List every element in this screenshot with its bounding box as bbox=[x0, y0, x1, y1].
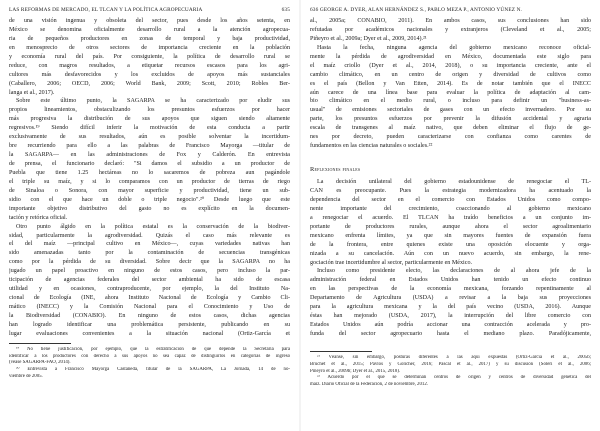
text-line: cultores más desfavorecidos y los excluidos de apoyos más sustanciales bbox=[9, 71, 290, 78]
text-line: ticipación de agencias federales del sector ambiental ha sido de escasa bbox=[9, 277, 290, 284]
text-line: para la agricultura mexicana y la del país vecino (USDA, 2016). Aunque bbox=[310, 304, 591, 311]
book-gutter bbox=[299, 0, 301, 431]
text-line: Puebla que tiene 1.25 hectáreas no lo sacaremos de pobreza aun pagándole bbox=[9, 169, 290, 176]
text-line: La decisión unilateral del gobierno estadounidense de renegociar el TL- bbox=[317, 179, 591, 186]
text-line: importante objetivo distributivo del gasto no es explícito en la documen- bbox=[9, 205, 290, 212]
text-line: bre recurriendo para ello a las palabras de Francisco Mayorga —titular de bbox=[9, 143, 290, 150]
text-line: la SAGARPA— en las administraciones de Fox y Calderón. En entrevista bbox=[9, 152, 290, 159]
right-page bbox=[310, 6, 591, 426]
text-line: como por la pérdida de su diversidad. Sobre decir que la SAGARPA no ha bbox=[9, 259, 290, 266]
text-line: de una visión ingenua y obsoleta del sector, pues desde los años setenta, en bbox=[9, 18, 290, 24]
text-line: sido amenazadas tanto por la contaminación de secuencias transgénicas bbox=[9, 250, 290, 257]
footnote-line: (véase SAGARPA-FAO, 2014). bbox=[9, 360, 71, 366]
text-line: propios lineamientos, obstaculizando los presuntos esfuerzos por hacer bbox=[9, 107, 290, 114]
text-line: exclusivamente de sus resultados, aún es posible solventar la incertidum- bbox=[9, 134, 290, 141]
text-line: bio climático en el medio rural, o incluso para definir un "business-as- bbox=[310, 98, 591, 105]
text-line: la Biodiversidad (CONABIO). En ninguno de estos casos, dichas agencias bbox=[9, 312, 290, 319]
text-line: Hasta la fecha, ninguna agencia del gobierno mexicano reconoce oficial- bbox=[317, 44, 591, 51]
right-footnotes bbox=[310, 355, 591, 389]
text-line: de Sinaloa o Sonora, con mayor superficie y productividad, tiene un sub- bbox=[9, 187, 290, 194]
footnote-line: maíz. Diario Oficial de la Federación, 2 de noviembre, 2012. bbox=[310, 382, 428, 388]
text-line: sidad, particularmente la agrodiversidad. Quizás el caso más relevante es bbox=[9, 232, 290, 239]
text-line: CAN es preocupante. Pues la estrategia modernizadora ha acentuado la bbox=[310, 188, 591, 194]
text-line: regresivos.¹⁹ Siendo difícil inferir la motivación de esta conducta a partir bbox=[9, 125, 290, 132]
text-line: tación y retórica oficial. bbox=[9, 214, 68, 221]
left-page bbox=[9, 6, 290, 426]
text-line: nizada a su cancelación. Aún con un nuevo acuerdo, sin embargo, la rene- bbox=[310, 250, 591, 257]
text-line: reduce, con magros resultados, a etiquetar recursos escasos para los agri- bbox=[9, 62, 290, 69]
text-line: (Caballero, 2006; OECD, 2006; World Bank, 2009; Scott, 2010; Robles Ber- bbox=[9, 80, 290, 87]
text-line: administración federal en Estados Unidos han tenido un efecto continuo bbox=[310, 277, 591, 284]
text-line: mexicano enfrenta límites, ya que sin mayores fuentes de expansión fuera bbox=[310, 232, 591, 239]
left-running-head-title: LAS REFORMAS DE MERCADO, EL TLCAN Y LA POLÍTICA AGROPECUARIA bbox=[9, 7, 203, 13]
text-line: de la frontera, entre quienes existe una oposición elocuente y orga- bbox=[310, 241, 591, 248]
text-line: parte, los presuntos esfuerzos por prevenir la difusión accidental y agraria bbox=[310, 116, 591, 123]
text-line: escala de transgenes al maíz nativo, que deben eliminar el flujo de ge- bbox=[310, 125, 591, 132]
text-line: mente la pérdida de agrodiversidad en México, documentada este siglo para bbox=[310, 53, 591, 60]
text-line: más progresiva la distribución de sus apoyos que siguen siendo altamente bbox=[9, 116, 290, 123]
text-line: cambio climático, en un centro de origen y diversidad de cultivos como bbox=[310, 71, 591, 78]
footnote-line: viembre de 2005. bbox=[9, 373, 43, 379]
text-line: al., 2005a; CONABIO, 2011). En ambos casos, sus conclusiones han sido bbox=[310, 18, 591, 24]
text-line: dependencia del sector en el comercio con Estados Unidos como compo- bbox=[310, 196, 591, 203]
left-footnotes bbox=[9, 347, 290, 381]
text-line: langa et al., 2017). bbox=[9, 89, 55, 96]
text-line: refutadas por académicos nacionales y extranjeros (Cleveland et al., 2005; bbox=[310, 26, 591, 33]
text-line: Piñeyro et al., 2009a; Dyer et al., 2009, 2014).²¹ bbox=[310, 35, 427, 42]
text-line: nente importante del crecimiento, coaccionando al gobierno mexicano bbox=[310, 205, 591, 212]
text-line: portante de productores rurales, aunque ahora el sector agroalimentario bbox=[310, 223, 591, 230]
text-line: y economía rural del país. Por consiguiente, la política de desarrollo rural se bbox=[9, 53, 290, 60]
footnote-rule bbox=[9, 343, 71, 344]
section-heading: Reflexiones finales bbox=[310, 166, 361, 174]
footnote-line: Bruchet et al., 2015; Pavlos y Golicher, 2016; Pascal et al., 2017) y su discusión (Soleri et al., 2006; bbox=[310, 361, 591, 367]
text-line: México se denomina oficialmente desarrollo rural a la atención agropecua- bbox=[9, 26, 290, 33]
text-line: fundamentos en las ciencias naturales o sociales.²² bbox=[310, 143, 433, 150]
text-line: ria de pequeños productores en zonas de temporal y baja productividad, bbox=[9, 35, 290, 42]
left-running-head bbox=[9, 6, 290, 14]
text-line: jugado un papel proactivo en ninguno de estos casos, pero incluso la par- bbox=[9, 268, 290, 275]
text-line: mático (INECC) y la Comisión Nacional para el Conocimiento y Uso de bbox=[9, 304, 290, 310]
text-line: el triple su maíz, y si lo comparamos con un productor de tierras de riego bbox=[9, 178, 290, 185]
text-line: el del maíz —principal cultivo en México—, cuyas variedades nativas han bbox=[9, 241, 290, 248]
text-line: es el país (Bellon y Van Etten, 2014). Es de notar también que el INECC bbox=[310, 80, 591, 87]
footnote-line: identificar a los productores con derecho a sus apoyos no sea capaz de distinguirlos en categorías de ingreso bbox=[9, 353, 290, 359]
text-line: aún carece de una línea base para evaluar la política de adaptación al cam- bbox=[310, 89, 591, 96]
footnote-line: ²¹ Véanse, sin embargo, posturas diferentes a las aquí expuestas (Ortiz-García et al., 2005b; bbox=[317, 354, 591, 360]
footnote-line: Piñeyro et al., 2009b; Dyer et al., 2015, 2018). bbox=[310, 368, 401, 374]
text-line: utilidad y en ocasiones, contraproducente, por ejemplo, la del Instituto Na- bbox=[9, 286, 290, 293]
footnote-line: ²² Acuerdo por el que se determinan centros de origen y centros de diversidad genética del bbox=[317, 375, 591, 381]
text-line: Departamento de Agricultura (USDA) a revisar a la baja sus proyecciones bbox=[310, 295, 591, 302]
text-line: el maíz criollo (Dyer et al., 2014, 2018), o su importancia creciente, ante el bbox=[310, 62, 591, 69]
right-body-text-2 bbox=[310, 178, 591, 339]
text-line: en las perspectivas de la economía mexicana, forzando repentinamente al bbox=[310, 286, 591, 293]
text-line: éstas han mejorado (USDA, 2017), la interrupción del libre comercio con bbox=[310, 313, 591, 320]
left-body-text bbox=[9, 17, 290, 339]
footnote-rule bbox=[310, 351, 372, 352]
text-line: funda del sector agropecuario hasta el mediano plazo. Paradójicamente, bbox=[310, 331, 591, 337]
text-line: Otro punto álgido en la política estatal es la conservación de la biodiver- bbox=[16, 223, 290, 230]
text-line: a renegociar el acuerdo. El TLCAN ha traído beneficios a un conjunto im- bbox=[310, 214, 591, 221]
text-line: nes por decreto, pueden caracterizarse con confianza como carentes de bbox=[310, 134, 591, 141]
text-line: sidio con el que hace un doble o triple negocio".²⁰ Desde luego que este bbox=[9, 196, 290, 203]
right-running-head bbox=[310, 6, 591, 14]
text-line: en menosprecio de otros sectores de importancia creciente en la población bbox=[9, 44, 290, 51]
text-line: Estados Unidos aún podría accionar una contracción acelerada y pro- bbox=[310, 322, 591, 329]
text-line: Incluso como presidente electo, las declaraciones de al ahora jefe de la bbox=[317, 268, 591, 275]
right-running-head-title: 636 GEORGE A. DYER, ALAN HERNÁNDEZ S., PABLO MEZA P., ANTONIO YÚNEZ N. bbox=[310, 7, 523, 13]
text-line: de prensa, el funcionario declaró: "Si damos el subsidio a un productor de bbox=[9, 161, 290, 167]
text-line: cional de Ecología (INE, ahora Instituto Nacional de Ecología y Cambio Cli- bbox=[9, 295, 290, 302]
right-body-text bbox=[310, 17, 591, 151]
footnote-line: ²⁰ Entrevista a Francisco Mayorga Castañeda, titular de la SAGARPA, La Jornada, 14 de no- bbox=[16, 367, 290, 373]
text-line: Sobre este último punto, la SAGARPA se ha caracterizado por eludir sus bbox=[16, 98, 290, 105]
left-page-number: 635 bbox=[281, 7, 290, 13]
text-line: usual" de emisiones sectoriales de gases con un efecto invernadero. Por su bbox=[310, 107, 591, 114]
footnote-line: ¹⁹ No tiene justificación, por ejemplo, que la estratificación de que depende la Secretaría para bbox=[16, 346, 290, 352]
text-line: lugar evaluaciones convenientes a la situación nacional (Ortiz-García et bbox=[9, 330, 290, 337]
text-line: gociación trae incertidumbre al sector, particularmente en México. bbox=[310, 259, 473, 266]
text-line: han logrado identificar una problemática persistente, publicando en su bbox=[9, 321, 290, 328]
